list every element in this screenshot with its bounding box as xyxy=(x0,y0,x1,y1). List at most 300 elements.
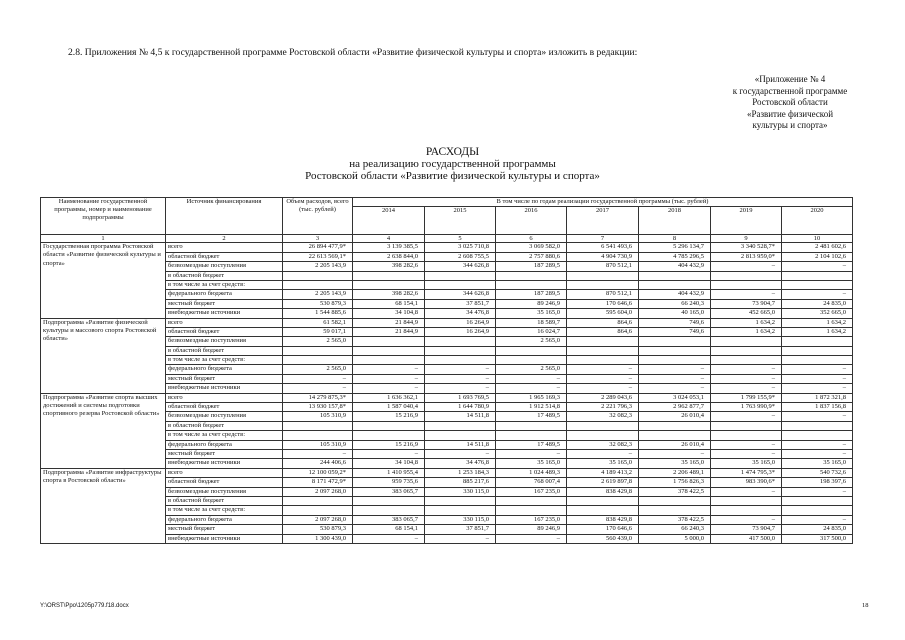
amount-cell: 24 835,0 xyxy=(782,299,853,308)
amount-cell: 864,6 xyxy=(567,327,639,336)
amount-cell: – xyxy=(425,534,496,543)
amount-cell: 2 638 844,0 xyxy=(353,252,425,261)
amount-cell xyxy=(639,346,711,355)
amount-cell xyxy=(639,337,711,346)
amount-cell: 1 965 169,3 xyxy=(496,393,567,402)
amount-cell xyxy=(567,280,639,289)
amount-cell: – xyxy=(782,365,853,374)
funding-source-cell: в том числе за счет средств: xyxy=(166,280,283,289)
intro-paragraph: 2.8. Приложения № 4,5 к государственной программе Ростовской области «Развитие физической культуры и спорта» изложить в редакции: xyxy=(68,47,638,58)
amount-cell: 2 097 268,0 xyxy=(283,487,353,496)
amount-cell: 21 844,9 xyxy=(353,327,425,336)
header-row xyxy=(41,198,853,207)
funding-source-cell: всего xyxy=(166,468,283,477)
amount-cell: – xyxy=(711,365,782,374)
amount-cell: – xyxy=(283,374,353,383)
amount-cell: 1 912 514,8 xyxy=(496,403,567,412)
amount-cell: 768 007,4 xyxy=(496,478,567,487)
amount-cell: 32 082,3 xyxy=(567,440,639,449)
funding-source-cell: безвозмездные поступления xyxy=(166,262,283,271)
appendix-line: «Развитие физической xyxy=(746,108,834,119)
amount-cell: 870 512,1 xyxy=(567,262,639,271)
amount-cell: 198 397,6 xyxy=(782,478,853,487)
funding-source-cell: областной бюджет xyxy=(166,403,283,412)
amount-cell: 15 216,9 xyxy=(353,412,425,421)
amount-cell xyxy=(283,346,353,355)
amount-cell: 452 665,0 xyxy=(711,309,782,318)
amount-cell: 66 240,3 xyxy=(639,299,711,308)
amount-cell xyxy=(567,356,639,365)
appendix-line: Ростовской области xyxy=(752,97,828,108)
title-line: Ростовской области «Развитие физической культуры и спорта» xyxy=(305,169,600,182)
amount-cell: 26 010,4 xyxy=(639,412,711,421)
funding-source-cell: в областной бюджет xyxy=(166,496,283,505)
amount-cell: 749,6 xyxy=(639,327,711,336)
funding-source-cell: в областной бюджет xyxy=(166,346,283,355)
amount-cell: 2 289 043,6 xyxy=(567,393,639,402)
amount-cell: 170 646,6 xyxy=(567,525,639,534)
amount-cell: 35 165,0 xyxy=(496,459,567,468)
amount-cell: 167 235,0 xyxy=(496,487,567,496)
appendix-line: культуры и спорта» xyxy=(752,120,828,131)
amount-cell xyxy=(782,337,853,346)
amount-cell: – xyxy=(353,365,425,374)
amount-cell: 560 439,0 xyxy=(567,534,639,543)
amount-cell xyxy=(496,496,567,505)
header-years-group: В том числе по годам реализации государственной программы (тыс. рублей) xyxy=(353,198,853,207)
amount-cell: – xyxy=(639,365,711,374)
index-cell: 5 xyxy=(425,235,496,243)
amount-cell xyxy=(353,421,425,430)
amount-cell: 244 406,6 xyxy=(283,459,353,468)
amount-cell: 4 785 296,5 xyxy=(639,252,711,261)
amount-cell xyxy=(425,356,496,365)
amount-cell: 1 024 489,3 xyxy=(496,468,567,477)
amount-cell xyxy=(283,280,353,289)
amount-cell: – xyxy=(353,534,425,543)
amount-cell xyxy=(567,271,639,280)
amount-cell: 330 115,0 xyxy=(425,487,496,496)
amount-cell: 4 189 413,2 xyxy=(567,468,639,477)
amount-cell xyxy=(283,271,353,280)
amount-cell: 383 065,7 xyxy=(353,487,425,496)
amount-cell: – xyxy=(425,374,496,383)
amount-cell: 2 205 143,9 xyxy=(283,262,353,271)
amount-cell: 1 763 990,9* xyxy=(711,403,782,412)
amount-cell: 187 289,5 xyxy=(496,290,567,299)
amount-cell: 34 104,8 xyxy=(353,309,425,318)
amount-cell: 595 604,0 xyxy=(567,309,639,318)
index-row xyxy=(41,235,853,243)
amount-cell: 2 757 880,6 xyxy=(496,252,567,261)
amount-cell: 16 264,9 xyxy=(425,318,496,327)
amount-cell: 24 835,0 xyxy=(782,525,853,534)
funding-source-cell: в областной бюджет xyxy=(166,271,283,280)
header-year: 2019 xyxy=(711,207,782,235)
index-cell: 9 xyxy=(711,235,782,243)
page-number: 18 xyxy=(862,602,869,609)
amount-cell xyxy=(567,421,639,430)
title-line: на реализацию государственной программы xyxy=(349,157,556,170)
header-year: 2015 xyxy=(425,207,496,235)
amount-cell: – xyxy=(711,487,782,496)
amount-cell: 3 025 710,8 xyxy=(425,243,496,252)
amount-cell: 5 296 134,7 xyxy=(639,243,711,252)
amount-cell xyxy=(567,506,639,515)
amount-cell xyxy=(711,506,782,515)
funding-source-cell: в том числе за счет средств: xyxy=(166,506,283,515)
amount-cell: – xyxy=(782,374,853,383)
amount-cell xyxy=(353,496,425,505)
index-cell: 1 xyxy=(41,235,166,243)
amount-cell: – xyxy=(782,440,853,449)
amount-cell: 5 000,0 xyxy=(639,534,711,543)
amount-cell: 68 154,1 xyxy=(353,525,425,534)
amount-cell: 1 634,2 xyxy=(711,327,782,336)
amount-cell: 383 065,7 xyxy=(353,515,425,524)
amount-cell: 885 217,6 xyxy=(425,478,496,487)
table-row xyxy=(41,393,853,402)
amount-cell xyxy=(711,356,782,365)
amount-cell: 15 216,9 xyxy=(353,440,425,449)
amount-cell: 18 589,7 xyxy=(496,318,567,327)
amount-cell: – xyxy=(425,384,496,393)
funding-source-cell: областной бюджет xyxy=(166,252,283,261)
amount-cell: 1 636 362,1 xyxy=(353,393,425,402)
document-title xyxy=(0,147,905,182)
amount-cell: 2 221 796,3 xyxy=(567,403,639,412)
amount-cell: – xyxy=(567,384,639,393)
amount-cell: 2 205 143,9 xyxy=(283,290,353,299)
amount-cell xyxy=(283,421,353,430)
amount-cell: – xyxy=(567,374,639,383)
funding-source-cell: в том числе за счет средств: xyxy=(166,356,283,365)
index-cell: 8 xyxy=(639,235,711,243)
amount-cell xyxy=(782,271,853,280)
amount-cell: – xyxy=(782,412,853,421)
amount-cell: 61 582,1 xyxy=(283,318,353,327)
amount-cell xyxy=(782,421,853,430)
funding-source-cell: федерального бюджета xyxy=(166,440,283,449)
amount-cell xyxy=(711,496,782,505)
amount-cell: – xyxy=(711,374,782,383)
amount-cell xyxy=(425,271,496,280)
amount-cell: – xyxy=(496,449,567,458)
amount-cell: – xyxy=(711,384,782,393)
amount-cell: 1 544 885,6 xyxy=(283,309,353,318)
amount-cell xyxy=(496,421,567,430)
amount-cell: 959 735,6 xyxy=(353,478,425,487)
amount-cell: 187 289,5 xyxy=(496,262,567,271)
amount-cell: 2 565,0 xyxy=(496,365,567,374)
amount-cell xyxy=(353,337,425,346)
amount-cell: 59 017,1 xyxy=(283,327,353,336)
amount-cell: 398 282,6 xyxy=(353,290,425,299)
amount-cell: 1 634,2 xyxy=(782,327,853,336)
amount-cell: 398 282,6 xyxy=(353,262,425,271)
amount-cell: 4 904 730,9 xyxy=(567,252,639,261)
amount-cell: – xyxy=(782,487,853,496)
amount-cell xyxy=(782,431,853,440)
funding-source-cell: всего xyxy=(166,393,283,402)
index-cell: 6 xyxy=(496,235,567,243)
expenses-table xyxy=(40,197,853,544)
funding-source-cell: безвозмездные поступления xyxy=(166,487,283,496)
amount-cell: – xyxy=(496,534,567,543)
amount-cell: – xyxy=(782,262,853,271)
amount-cell: 32 082,3 xyxy=(567,412,639,421)
amount-cell: – xyxy=(782,515,853,524)
amount-cell: 16 264,9 xyxy=(425,327,496,336)
amount-cell: 8 171 472,9* xyxy=(283,478,353,487)
program-name-cell: Подпрограмма «Развитие спорта высших достижений и системы подготовки спортивного резерва Ростовской области» xyxy=(41,393,166,468)
amount-cell: 1 872 321,8 xyxy=(782,393,853,402)
amount-cell xyxy=(283,496,353,505)
header-year: 2016 xyxy=(496,207,567,235)
amount-cell xyxy=(283,506,353,515)
amount-cell: 89 246,9 xyxy=(496,525,567,534)
amount-cell xyxy=(639,496,711,505)
amount-cell: 870 512,1 xyxy=(567,290,639,299)
amount-cell: 2 481 602,6 xyxy=(782,243,853,252)
amount-cell: 530 879,3 xyxy=(283,525,353,534)
title-line: РАСХОДЫ xyxy=(425,146,480,158)
amount-cell: 1 634,2 xyxy=(782,318,853,327)
amount-cell: 2 097 268,0 xyxy=(283,515,353,524)
amount-cell: – xyxy=(567,449,639,458)
amount-cell xyxy=(283,431,353,440)
amount-cell: 167 235,0 xyxy=(496,515,567,524)
appendix-line: к государственной программе xyxy=(732,85,848,96)
amount-cell: – xyxy=(711,290,782,299)
amount-cell: – xyxy=(711,440,782,449)
amount-cell xyxy=(782,496,853,505)
index-cell: 2 xyxy=(166,235,283,243)
amount-cell: 2 619 897,8 xyxy=(567,478,639,487)
amount-cell xyxy=(496,356,567,365)
amount-cell: 417 500,0 xyxy=(711,534,782,543)
program-name-cell: Подпрограмма «Развитие физической культуры и массового спорта Ростовской области» xyxy=(41,318,166,393)
amount-cell xyxy=(425,280,496,289)
amount-cell: 1 300 439,0 xyxy=(283,534,353,543)
amount-cell: – xyxy=(782,290,853,299)
amount-cell: 1 474 795,3* xyxy=(711,468,782,477)
table-row xyxy=(41,318,853,327)
funding-source-cell: федерального бюджета xyxy=(166,365,283,374)
amount-cell xyxy=(496,506,567,515)
amount-cell: 378 422,5 xyxy=(639,515,711,524)
amount-cell xyxy=(639,421,711,430)
amount-cell: 34 476,8 xyxy=(425,459,496,468)
header-year: 2017 xyxy=(567,207,639,235)
amount-cell: 14 279 875,3* xyxy=(283,393,353,402)
amount-cell: – xyxy=(496,374,567,383)
funding-source-cell: федерального бюджета xyxy=(166,290,283,299)
amount-cell: 2 565,0 xyxy=(283,365,353,374)
program-name-cell: Государственная программа Ростовской области «Развитие физической культуры и спорта» xyxy=(41,243,166,318)
amount-cell: 68 154,1 xyxy=(353,299,425,308)
amount-cell: 14 511,8 xyxy=(425,440,496,449)
amount-cell: 26 010,4 xyxy=(639,440,711,449)
amount-cell: 404 432,9 xyxy=(639,262,711,271)
funding-source-cell: безвозмездные поступления xyxy=(166,337,283,346)
amount-cell xyxy=(353,271,425,280)
amount-cell: 749,6 xyxy=(639,318,711,327)
amount-cell: 317 500,0 xyxy=(782,534,853,543)
amount-cell: – xyxy=(353,384,425,393)
amount-cell xyxy=(639,271,711,280)
amount-cell: 3 024 053,1 xyxy=(639,393,711,402)
amount-cell: 3 069 582,0 xyxy=(496,243,567,252)
amount-cell: 170 646,6 xyxy=(567,299,639,308)
amount-cell xyxy=(711,431,782,440)
amount-cell: – xyxy=(353,374,425,383)
amount-cell: 2 565,0 xyxy=(283,337,353,346)
funding-source-cell: всего xyxy=(166,243,283,252)
amount-cell xyxy=(496,346,567,355)
amount-cell: 1 693 769,5 xyxy=(425,393,496,402)
funding-source-cell: внебюджетные источники xyxy=(166,459,283,468)
amount-cell: 838 429,8 xyxy=(567,515,639,524)
amount-cell: 21 844,9 xyxy=(353,318,425,327)
index-cell: 10 xyxy=(782,235,853,243)
table-row xyxy=(41,243,853,252)
amount-cell: 1 253 184,3 xyxy=(425,468,496,477)
amount-cell xyxy=(425,337,496,346)
amount-cell: 16 024,7 xyxy=(496,327,567,336)
amount-cell: 344 626,8 xyxy=(425,262,496,271)
amount-cell xyxy=(639,280,711,289)
amount-cell: 26 894 477,9* xyxy=(283,243,353,252)
amount-cell: 105 310,9 xyxy=(283,412,353,421)
amount-cell xyxy=(353,506,425,515)
amount-cell: 540 732,6 xyxy=(782,468,853,477)
funding-source-cell: местный бюджет xyxy=(166,299,283,308)
amount-cell xyxy=(639,431,711,440)
amount-cell: 1 587 040,4 xyxy=(353,403,425,412)
amount-cell: 89 246,9 xyxy=(496,299,567,308)
amount-cell: – xyxy=(639,384,711,393)
amount-cell xyxy=(567,346,639,355)
amount-cell xyxy=(567,496,639,505)
amount-cell xyxy=(283,356,353,365)
index-cell: 7 xyxy=(567,235,639,243)
amount-cell: 35 165,0 xyxy=(496,309,567,318)
amount-cell: – xyxy=(353,449,425,458)
amount-cell: 1 644 780,9 xyxy=(425,403,496,412)
amount-cell: 17 489,5 xyxy=(496,440,567,449)
amount-cell: 34 104,8 xyxy=(353,459,425,468)
amount-cell: 35 165,0 xyxy=(567,459,639,468)
amount-cell: 3 340 528,7* xyxy=(711,243,782,252)
amount-cell xyxy=(425,506,496,515)
amount-cell: 1 634,2 xyxy=(711,318,782,327)
amount-cell: 34 476,8 xyxy=(425,309,496,318)
amount-cell xyxy=(711,346,782,355)
header-year: 2018 xyxy=(639,207,711,235)
header-source: Источник финансирования xyxy=(166,198,283,235)
amount-cell xyxy=(639,356,711,365)
amount-cell: 404 432,9 xyxy=(639,290,711,299)
amount-cell: 2 813 959,0* xyxy=(711,252,782,261)
amount-cell: – xyxy=(639,449,711,458)
amount-cell: 40 165,0 xyxy=(639,309,711,318)
amount-cell: 35 165,0 xyxy=(782,459,853,468)
funding-source-cell: безвозмездные поступления xyxy=(166,412,283,421)
amount-cell: – xyxy=(567,365,639,374)
amount-cell: 983 390,6* xyxy=(711,478,782,487)
amount-cell: – xyxy=(283,384,353,393)
amount-cell: 12 100 059,2* xyxy=(283,468,353,477)
funding-source-cell: внебюджетные источники xyxy=(166,534,283,543)
amount-cell xyxy=(425,421,496,430)
funding-source-cell: внебюджетные источники xyxy=(166,309,283,318)
amount-cell: 2 206 489,1 xyxy=(639,468,711,477)
amount-cell xyxy=(711,337,782,346)
amount-cell xyxy=(425,346,496,355)
amount-cell xyxy=(353,280,425,289)
amount-cell: – xyxy=(782,449,853,458)
amount-cell: 2 962 877,7 xyxy=(639,403,711,412)
appendix-heading xyxy=(700,74,880,132)
file-path-footer: Y:\ORST\Ppo\1205p779.f18.docx xyxy=(40,603,129,609)
funding-source-cell: в том числе за счет средств: xyxy=(166,431,283,440)
amount-cell xyxy=(711,271,782,280)
funding-source-cell: местный бюджет xyxy=(166,449,283,458)
amount-cell: 37 851,7 xyxy=(425,525,496,534)
amount-cell: 13 930 157,8* xyxy=(283,403,353,412)
appendix-line: «Приложение № 4 xyxy=(754,74,826,84)
index-cell: 3 xyxy=(283,235,353,243)
header-name: Наименование государственной программы, номер и наименование подпрограммы xyxy=(41,198,166,235)
amount-cell: 1 799 155,9* xyxy=(711,393,782,402)
funding-source-cell: областной бюджет xyxy=(166,478,283,487)
amount-cell xyxy=(711,421,782,430)
amount-cell: – xyxy=(496,384,567,393)
index-cell: 4 xyxy=(353,235,425,243)
program-name-cell: Подпрограмма «Развитие инфраструктуры спорта в Ростовской области» xyxy=(41,468,166,543)
amount-cell: 17 489,5 xyxy=(496,412,567,421)
amount-cell: 37 851,7 xyxy=(425,299,496,308)
amount-cell xyxy=(711,280,782,289)
amount-cell: 864,6 xyxy=(567,318,639,327)
amount-cell: – xyxy=(711,515,782,524)
amount-cell xyxy=(782,506,853,515)
amount-cell: 344 626,8 xyxy=(425,290,496,299)
funding-source-cell: областной бюджет xyxy=(166,327,283,336)
amount-cell: 73 904,7 xyxy=(711,525,782,534)
amount-cell: 378 422,5 xyxy=(639,487,711,496)
amount-cell: 105 310,9 xyxy=(283,440,353,449)
amount-cell xyxy=(567,431,639,440)
amount-cell xyxy=(425,431,496,440)
header-total: Объем расходов, всего (тыс. рублей) xyxy=(283,198,353,235)
funding-source-cell: федерального бюджета xyxy=(166,515,283,524)
amount-cell: 330 115,0 xyxy=(425,515,496,524)
amount-cell xyxy=(782,356,853,365)
amount-cell xyxy=(353,346,425,355)
funding-source-cell: внебюджетные источники xyxy=(166,384,283,393)
amount-cell: 352 665,0 xyxy=(782,309,853,318)
header-year: 2014 xyxy=(353,207,425,235)
amount-cell: 35 165,0 xyxy=(711,459,782,468)
amount-cell xyxy=(496,431,567,440)
amount-cell: – xyxy=(425,365,496,374)
amount-cell: 35 165,0 xyxy=(639,459,711,468)
amount-cell xyxy=(782,346,853,355)
funding-source-cell: всего xyxy=(166,318,283,327)
amount-cell: 66 240,3 xyxy=(639,525,711,534)
